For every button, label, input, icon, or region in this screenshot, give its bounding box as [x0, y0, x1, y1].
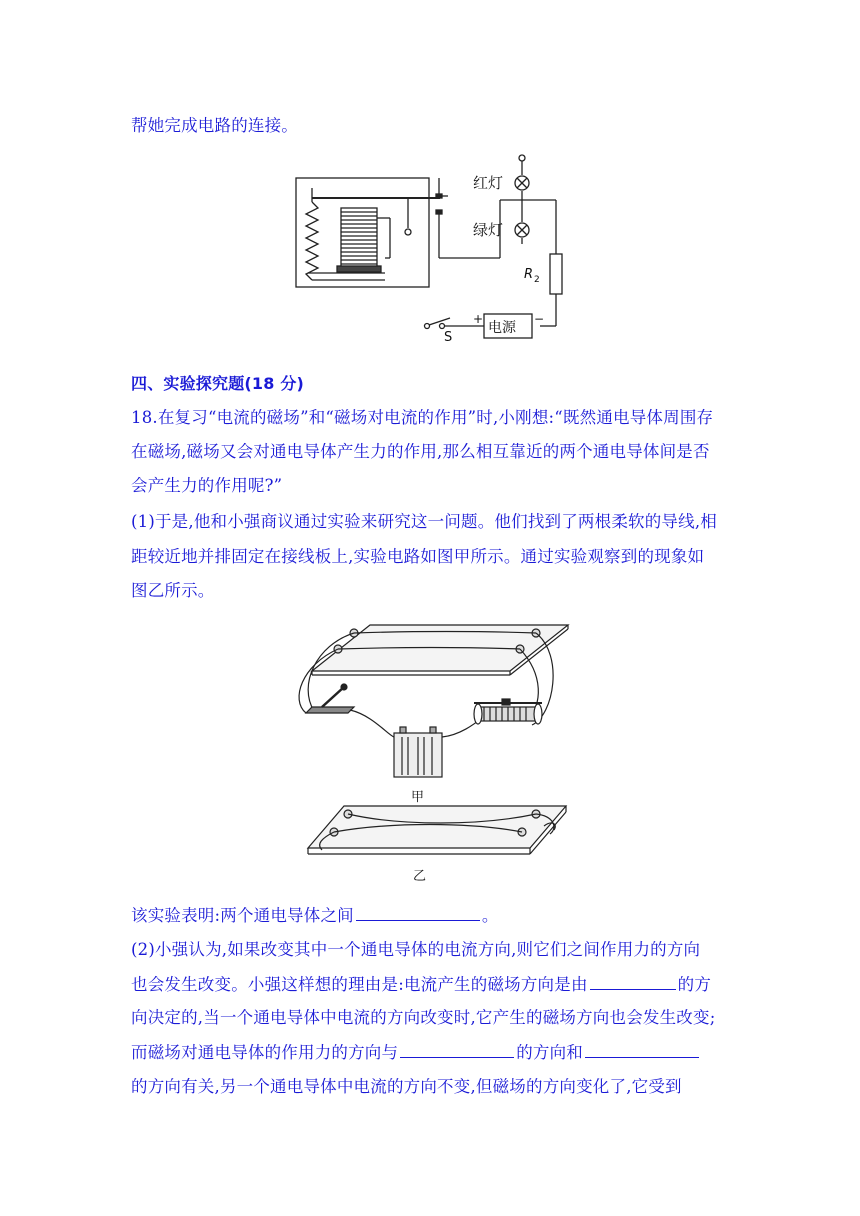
- part2-line4-prefix: 而磁场对通电导体的作用力的方向与: [131, 1043, 399, 1062]
- resistor-subscript: 2: [534, 275, 540, 285]
- q18-part1-line-3: 图乙所示。: [131, 581, 215, 600]
- conclusion-line: [131, 902, 499, 926]
- q18-part2-line-4: [131, 1039, 701, 1063]
- rheostat-icon: [474, 699, 542, 724]
- resistor-r2: [550, 254, 562, 294]
- red-lamp-label: 红灯: [473, 174, 504, 192]
- answer-blank-4[interactable]: [585, 1041, 699, 1058]
- figure-caption-yi: 乙: [413, 869, 427, 884]
- electromagnet-icon: [337, 208, 381, 272]
- switch-label: S: [444, 330, 453, 345]
- resistor-label: R: [524, 267, 534, 282]
- experiment-figure-yi: [300, 800, 572, 864]
- minus-sign: −: [534, 312, 545, 326]
- relay-circuit-diagram: [290, 148, 580, 348]
- conclusion-prefix: 该实验表明:两个通电导体之间: [131, 906, 354, 925]
- part2-line2-prefix: 也会发生改变。小强这样想的理由是:电流产生的磁场方向是由: [131, 975, 588, 994]
- knife-switch-icon: [306, 684, 354, 713]
- figure-caption-jia: 甲: [411, 790, 425, 805]
- section-heading: 四、实验探究题(18 分): [131, 374, 305, 393]
- intro-text: 帮她完成电路的连接。: [131, 116, 298, 135]
- q18-line-1: 18.在复习“电流的磁场”和“磁场对电流的作用”时,小刚想:“既然通电导体周围存: [131, 408, 714, 427]
- part2-line4-mid: 的方向和: [516, 1043, 584, 1062]
- q18-part1-line-1: (1)于是,他和小强商议通过实验来研究这一问题。他们找到了两根柔软的导线,相: [131, 512, 717, 531]
- answer-blank-1[interactable]: [356, 904, 480, 921]
- green-lamp-label: 绿灯: [473, 221, 504, 239]
- power-label: 电源: [488, 320, 516, 336]
- experiment-figure-jia: [292, 615, 572, 795]
- q18-part1-line-2: 距较近地并排固定在接线板上,实验电路如图甲所示。通过实验观察到的现象如: [131, 547, 705, 566]
- spring-icon: [306, 202, 318, 280]
- q18-line-3: 会产生力的作用呢?”: [131, 476, 283, 495]
- q18-part2-line-3: 向决定的,当一个通电导体中电流的方向改变时,它产生的磁场方向也会发生改变;: [131, 1008, 716, 1027]
- answer-blank-3[interactable]: [400, 1041, 514, 1058]
- q18-part2-line-1: (2)小强认为,如果改变其中一个通电导体的电流方向,则它们之间作用力的方向: [131, 940, 701, 959]
- conclusion-suffix: 。: [481, 906, 499, 925]
- green-lamp-icon: [515, 223, 529, 237]
- answer-blank-2[interactable]: [590, 973, 676, 990]
- battery-icon: [394, 727, 442, 777]
- q18-part2-line-2: [131, 971, 711, 995]
- plus-sign: +: [473, 312, 484, 326]
- q18-line-2: 在磁场,磁场又会对通电导体产生力的作用,那么相互靠近的两个通电导体间是否: [131, 442, 710, 461]
- q18-part2-line-5: 的方向有关,另一个通电导体中电流的方向不变,但磁场的方向变化了,它受到: [131, 1077, 682, 1096]
- red-lamp-icon: [515, 176, 529, 190]
- part2-line2-suffix: 的方: [677, 975, 712, 994]
